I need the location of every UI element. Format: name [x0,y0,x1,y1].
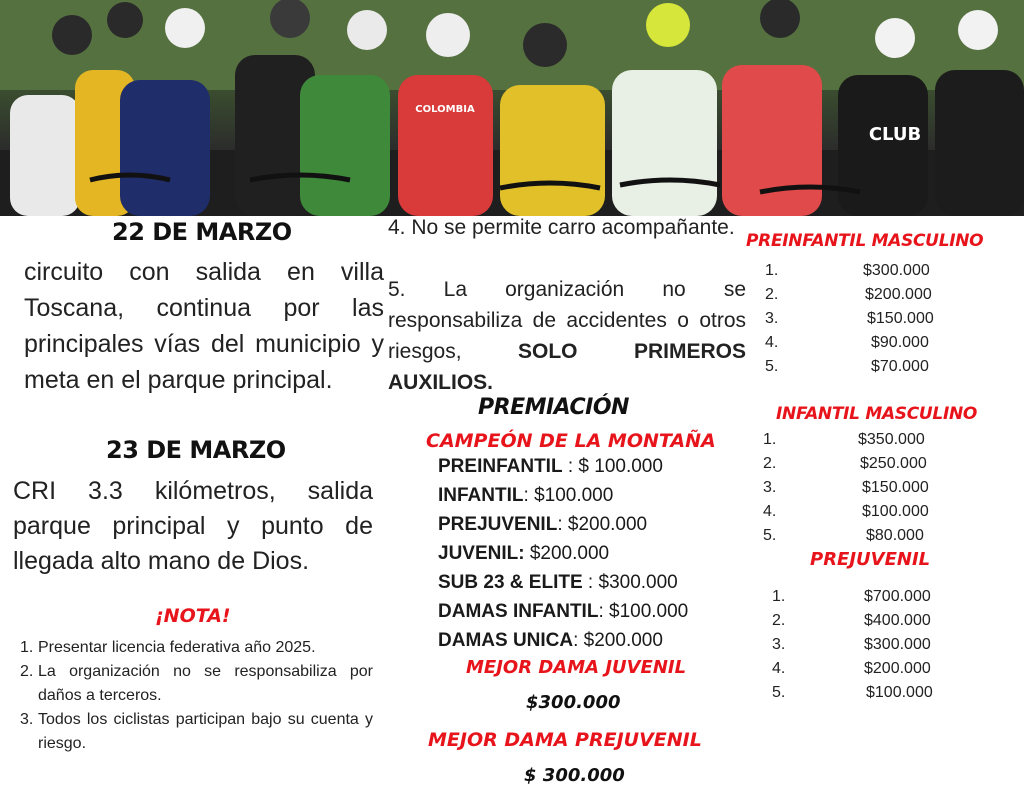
day1-description: circuito con salida en villa Toscana, continua por las principales vías del municipio y meta en el parque principal. [24,258,384,394]
jersey-text-colombia: COLOMBIA [415,104,475,115]
prize-line: PREJUVENIL: $200.000 [438,514,648,535]
premiacion-title: PREMIACIÓN [478,395,629,420]
prize-line: PREINFANTIL : $ 100.000 [438,456,663,477]
nota-title: ¡NOTA! [155,605,231,627]
rank-row: 2. $400.000 [772,612,931,629]
rank-row: 5. $100.000 [772,684,933,701]
prize-line: INFANTIL: $100.000 [438,485,614,506]
rule-5-emphasis: SOLO PRIMEROS AUXILIOS. [388,340,746,394]
prejuvenil-title: PREJUVENIL [810,549,931,570]
jersey-text-club: CLUB [868,124,922,145]
cyclists-illustration [0,0,1024,216]
prize-line: SUB 23 & ELITE : $300.000 [438,572,678,593]
rank-row: 2. $250.000 [763,455,927,472]
rule-5 [388,274,746,398]
montana-title: CAMPEÓN DE LA MONTAÑA [426,430,716,452]
rank-row: 5. $70.000 [765,358,929,375]
rank-row: 1. $300.000 [765,262,930,279]
prize-line: DAMAS INFANTIL: $100.000 [438,601,689,622]
rank-row: 4. $100.000 [763,503,929,520]
rank-row: 3. $150.000 [763,479,929,496]
header-photo [0,0,1024,216]
day2-description: CRI 3.3 kilómetros, salida parque principal y punto de llegada alto mano de Dios. [13,477,373,575]
rank-row: 4. $90.000 [765,334,929,351]
infantil-list [763,428,983,548]
rank-row: 5. $80.000 [763,527,924,544]
mejor-dama-juvenil-amount: $300.000 [526,692,621,713]
infantil-title: INFANTIL MASCULINO [776,404,978,424]
prejuvenil-list [772,585,992,705]
nota-list [20,636,373,756]
prize-line: DAMAS UNICA: $200.000 [438,630,663,651]
rank-row: 1. $700.000 [772,588,931,605]
nota-item: 2. La organización no se responsabiliza por daños a terceros. [20,663,373,704]
rank-row: 1. $350.000 [763,431,925,448]
nota-item: 1. Presentar licencia federativa año 2025. [20,639,316,656]
rank-row: 3. $150.000 [765,310,934,327]
prize-line: JUVENIL: $200.000 [438,543,610,564]
montana-prizes [438,452,688,655]
preinfantil-title: PREINFANTIL MASCULINO [746,231,984,251]
rank-row: 2. $200.000 [765,286,932,303]
day2-title: 23 DE MARZO [106,436,286,464]
mejor-dama-prejuvenil-title: MEJOR DAMA PREJUVENIL [428,729,702,751]
nota-item: 3. Todos los ciclistas participan bajo su cuenta y riesgo. [20,711,373,752]
preinfantil-list [765,259,985,379]
rule-5-text: 5. La organización no se responsabiliza de accidentes o otros riesgos, [388,278,746,363]
rule-4: 4. No se permite carro acompañante. [388,216,735,239]
rank-row: 4. $200.000 [772,660,931,677]
rank-row: 3. $300.000 [772,636,931,653]
day1-title: 22 DE MARZO [112,218,292,246]
mejor-dama-prejuvenil-amount: $ 300.000 [524,765,625,786]
mejor-dama-juvenil-title: MEJOR DAMA JUVENIL [466,657,687,678]
